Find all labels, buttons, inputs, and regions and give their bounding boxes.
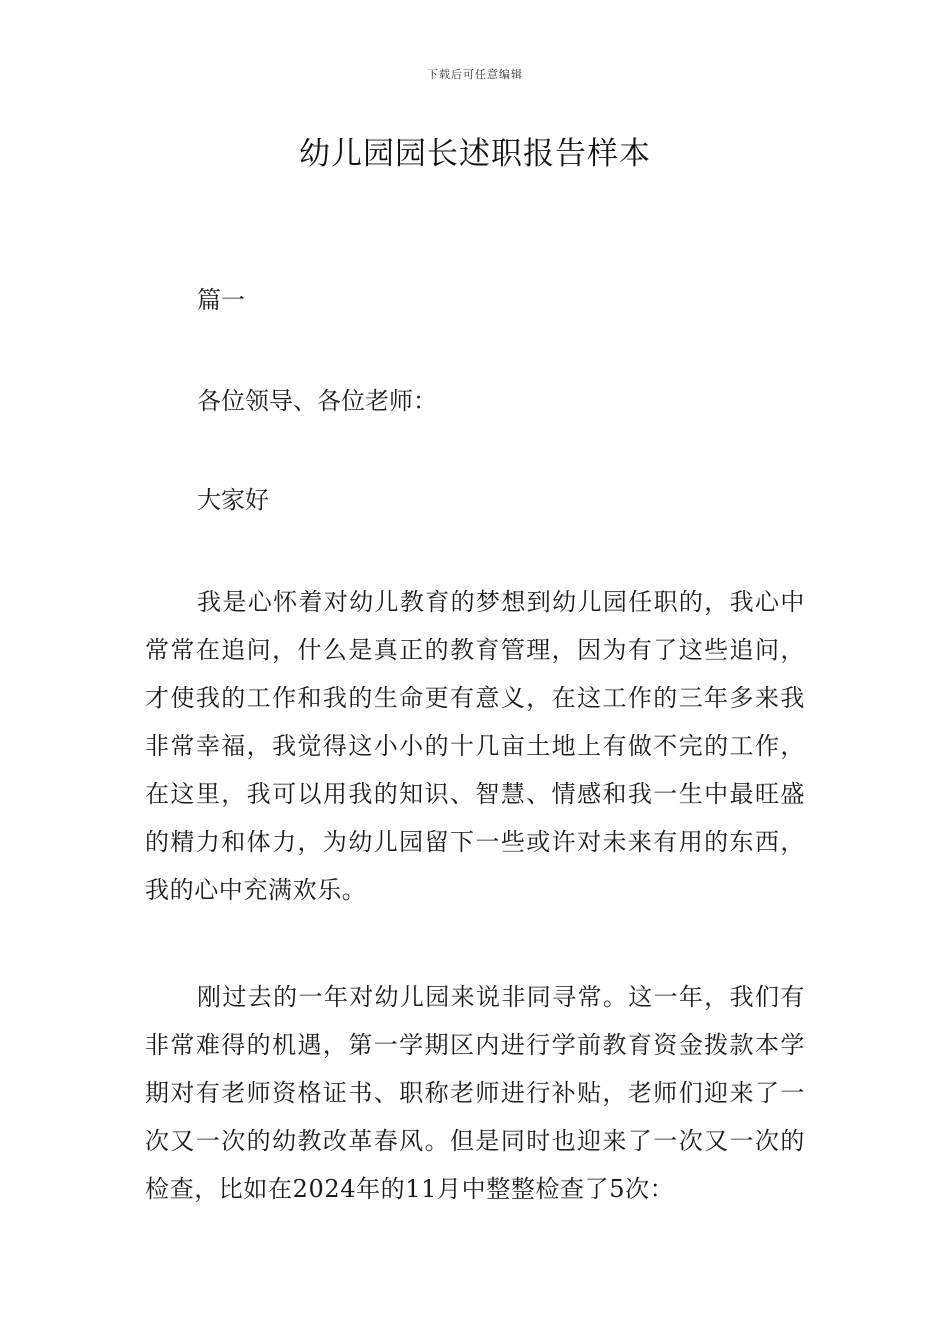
body-paragraph: 刚过去的一年对幼儿园来说非同寻常。这一年，我们有非常难得的机遇，第一学期区内进行学前教育资金拨款本学期对有老师资格证书、职称老师进行补贴，老师们迎来了一次又一次的幼教改革春风。但是同时也迎来了一次又一次的检查，比如在2024年的11月中整整检查了5次：: [145, 983, 805, 1203]
header-note: 下载后可任意编辑: [427, 68, 523, 81]
document-title: 幼儿园园长述职报告样本: [299, 136, 651, 172]
body-paragraph: 我是心怀着对幼儿教育的梦想到幼儿园任职的，我心中常常在追问，什么是真正的教育管理，因为有了这些追问，才使我的工作和我的生命更有意义，在这工作的三年多来我非常幸福，我觉得这小小的十几亩土地上有做不完的工作，在这里，我可以用我的知识、智慧、情感和我一生中最旺盛的精力和体力，为幼儿园留下一些或许对未来有用的东西，我的心中充满欢乐。: [145, 588, 805, 904]
greeting: 大家好: [197, 486, 269, 514]
section-label: 篇一: [197, 286, 245, 314]
salutation: 各位领导、各位老师：: [197, 387, 437, 415]
